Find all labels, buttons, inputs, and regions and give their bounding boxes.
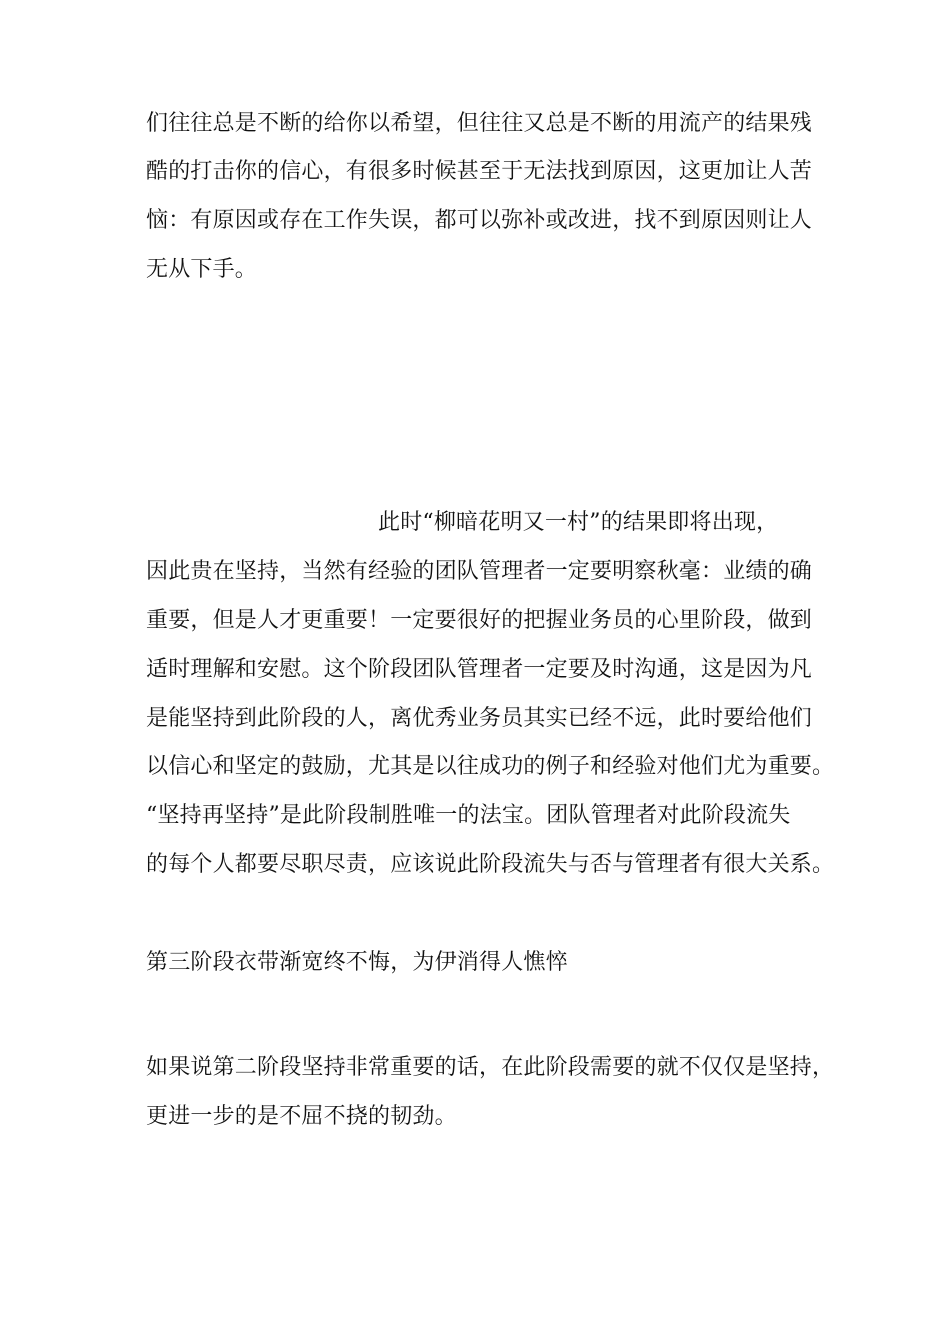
text-line: 因此贵在坚持，当然有经验的团队管理者一定要明察秋毫：业绩的确 xyxy=(146,559,813,584)
text-line: 的每个人都要尽职尽责，应该说此阶段流失与否与管理者有很大关系。 xyxy=(146,852,835,877)
text-line: 如果说第二阶段坚持非常重要的话，在此阶段需要的就不仅仅是坚持， xyxy=(146,1055,835,1080)
text-line: 酷的打击你的信心，有很多时候甚至于无法找到原因，这更加让人苦 xyxy=(146,159,813,184)
text-line: 适时理解和安慰。这个阶段团队管理者一定要及时沟通，这是因为凡 xyxy=(146,657,813,682)
section-heading: 第三阶段衣带渐宽终不悔，为伊消得人憔悴 xyxy=(146,950,568,975)
text-line: “坚持再坚持”是此阶段制胜唯一的法宝。团队管理者对此阶段流失 xyxy=(146,803,791,828)
text-line: 更进一步的是不屈不挠的韧劲。 xyxy=(146,1104,457,1129)
text-line: 们往往总是不断的给你以希望，但往往又总是不断的用流产的结果残 xyxy=(146,111,813,136)
text-line: 此时“柳暗花明又一村”的结果即将出现， xyxy=(378,510,779,535)
text-line: 重要，但是人才更重要！一定要很好的把握业务员的心里阶段，做到 xyxy=(146,608,813,633)
text-line: 无从下手。 xyxy=(146,257,258,282)
text-line: 以信心和坚定的鼓励，尤其是以往成功的例子和经验对他们尤为重要。 xyxy=(146,754,835,779)
text-line: 恼：有原因或存在工作失误，都可以弥补或改进，找不到原因则让人 xyxy=(146,208,813,233)
text-line: 是能坚持到此阶段的人，离优秀业务员其实已经不远，此时要给他们 xyxy=(146,706,813,731)
